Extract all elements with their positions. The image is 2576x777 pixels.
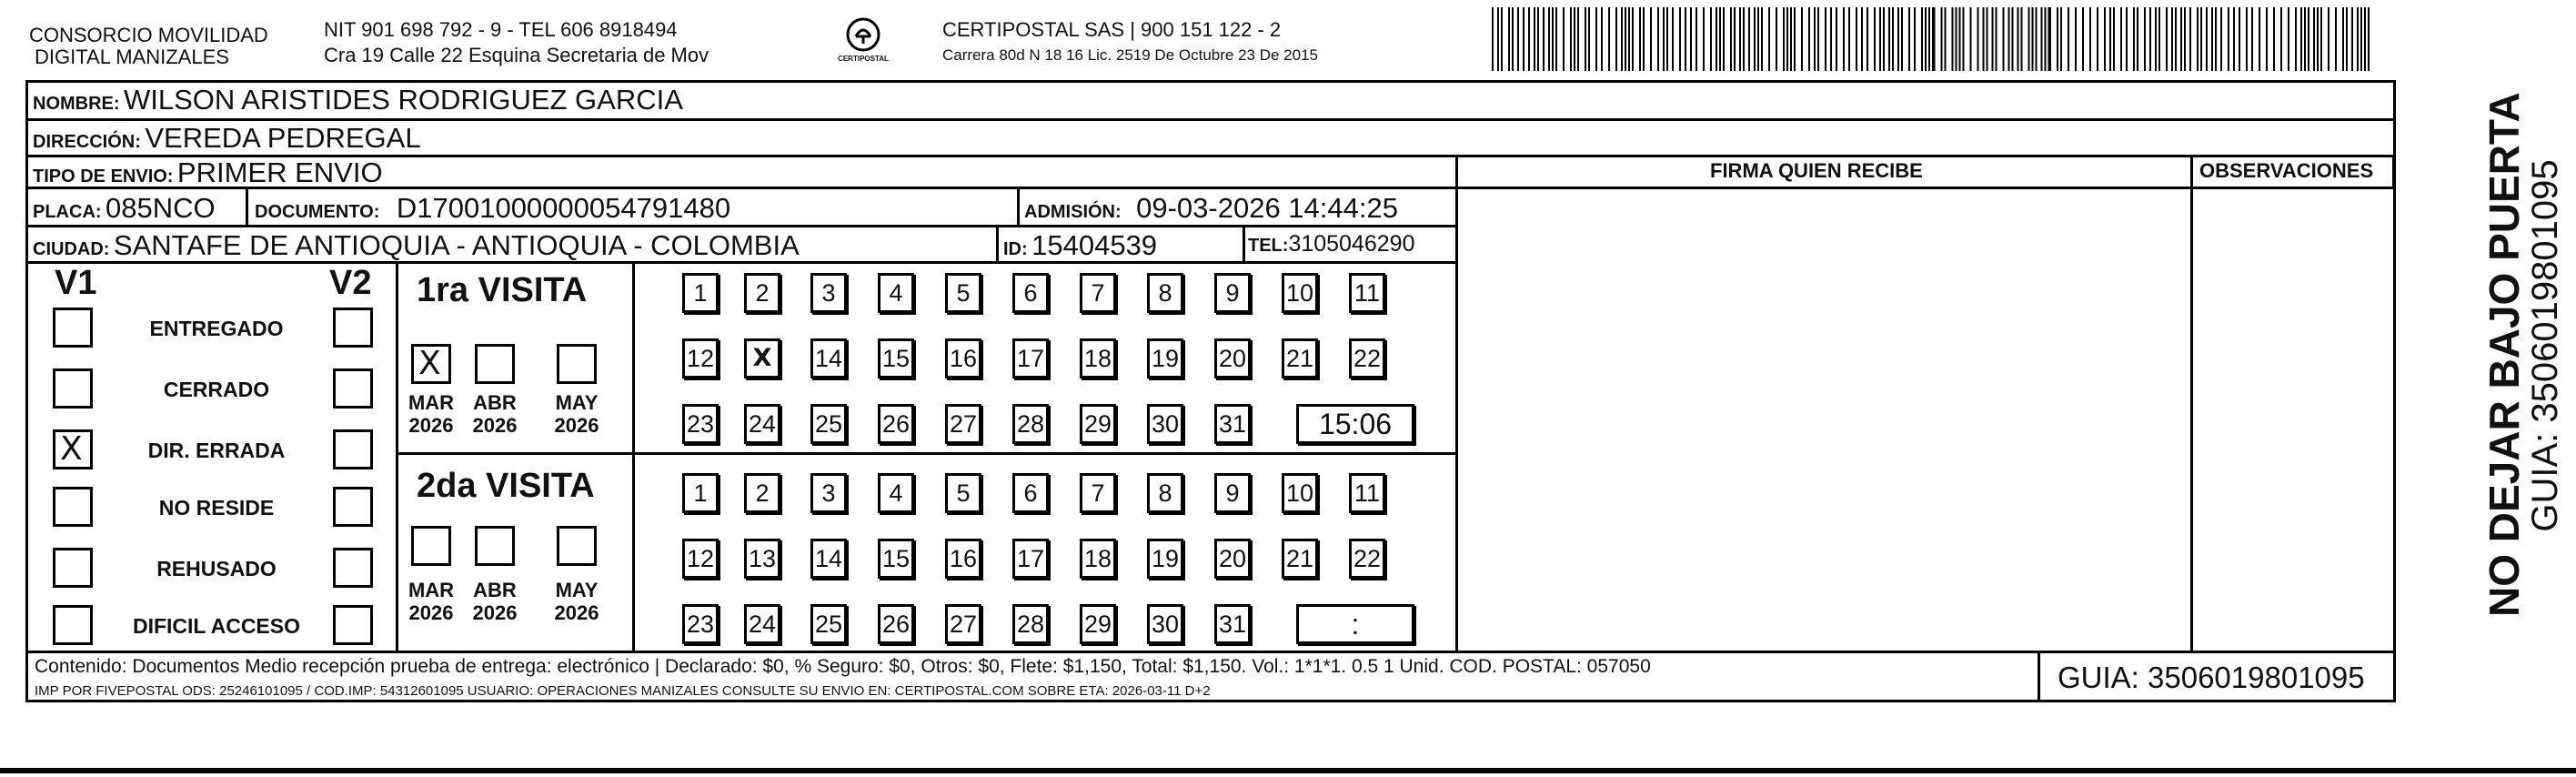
first-visit-month-label: ABR 2026 [472, 391, 518, 438]
first-visit-day-box[interactable]: 10 [1282, 273, 1318, 313]
placa-value: 085NCO [106, 192, 216, 224]
first-visit-day-box[interactable]: 2 [744, 273, 780, 313]
second-visit-day-box[interactable]: 8 [1147, 473, 1183, 513]
first-visit-day-box[interactable]: 9 [1214, 273, 1251, 313]
nombre-value: WILSON ARISTIDES RODRIGUEZ GARCIA [124, 84, 683, 116]
v1-check-mark: X [60, 430, 83, 468]
first-visit-day-box[interactable]: 8 [1147, 273, 1183, 313]
second-visit-day-box[interactable]: 4 [878, 473, 914, 513]
barcode-icon [1492, 7, 2374, 71]
second-visit-day-box[interactable]: 21 [1282, 539, 1318, 579]
second-visit-time-box[interactable]: : [1296, 604, 1414, 644]
first-visit-day-box[interactable]: 20 [1214, 338, 1251, 378]
id-value: 15404539 [1031, 229, 1158, 261]
placa-label: PLACA: [33, 202, 102, 222]
first-visit-day-box[interactable]: 18 [1080, 338, 1116, 378]
v2-checkbox[interactable] [333, 429, 373, 469]
v2-checkbox[interactable] [333, 548, 373, 588]
placa-field [33, 194, 216, 222]
first-visit-day-box[interactable] [744, 338, 780, 378]
first-visit-label: 1ra VISITA [417, 271, 588, 309]
admision-field [1024, 194, 1398, 222]
first-visit-day-box[interactable]: 15 [878, 338, 914, 378]
documento-field [255, 194, 730, 222]
first-visit-day-box[interactable]: 28 [1012, 404, 1049, 444]
first-visit-day-box[interactable]: 5 [945, 273, 981, 313]
v1-checkbox[interactable] [53, 605, 93, 645]
guia-box: GUIA: 3506019801095 [2058, 661, 2365, 694]
first-visit-day-box[interactable]: 7 [1080, 273, 1116, 313]
second-visit-day-box[interactable]: 18 [1080, 539, 1116, 579]
company-name-line1: CONSORCIO MOVILIDAD [29, 24, 268, 46]
first-visit-day-box[interactable]: 30 [1147, 404, 1183, 444]
first-visit-day-box[interactable]: 12 [682, 338, 719, 378]
second-visit-day-box[interactable]: 23 [682, 604, 719, 644]
second-visit-day-box[interactable]: 16 [945, 539, 981, 579]
v1-checkbox[interactable] [53, 368, 93, 409]
first-visit-day-box[interactable]: 23 [682, 404, 719, 444]
contenido-line: Contenido: Documentos Medio recepción prueba de entrega: electrónico | Declarado: $0, % Seguro: $0, Otros: $0, Flete: $1,150, Total: $1,150. Vol.: 1*1*1. 0.5 1 Unid. COD. POSTAL: 057050 [35, 656, 1651, 677]
first-visit-month-label: MAR 2026 [408, 391, 455, 438]
status-option-label: DIR. ERRADA [147, 439, 286, 462]
second-visit-day-box[interactable]: 20 [1214, 539, 1251, 579]
second-visit-day-box[interactable]: 31 [1214, 604, 1251, 644]
second-visit-day-box[interactable]: 3 [810, 473, 847, 513]
second-visit-day-box[interactable]: 28 [1012, 604, 1049, 644]
status-option-label: ENTREGADO [149, 317, 284, 340]
second-visit-day-box[interactable]: 25 [810, 604, 847, 644]
tipo-envio-row [33, 158, 383, 187]
second-visit-day-box[interactable]: 27 [945, 604, 981, 644]
tipo-envio-label: TIPO DE ENVIO: [33, 166, 174, 187]
first-visit-month-checkbox[interactable] [475, 344, 515, 384]
first-visit-month-mark: X [418, 345, 441, 382]
status-option-label: REHUSADO [156, 557, 277, 580]
certipostal-logo-icon [831, 16, 895, 67]
second-visit-day-box[interactable]: 5 [945, 473, 981, 513]
second-visit-day-box[interactable]: 22 [1349, 539, 1385, 579]
id-label: ID: [1003, 239, 1028, 259]
v1-label: V1 [55, 264, 97, 302]
tel-field [1248, 233, 1414, 256]
first-visit-day-box[interactable]: 19 [1147, 338, 1183, 378]
second-visit-day-box[interactable]: 17 [1012, 539, 1049, 579]
ciudad-field [33, 231, 800, 259]
certipostal-line: CERTIPOSTAL SAS | 900 151 122 - 2 [942, 18, 1282, 41]
status-option-label: NO RESIDE [158, 496, 275, 520]
side-guia: GUIA: 3506019801095 [2525, 159, 2565, 532]
documento-label: DOCUMENTO: [255, 202, 380, 222]
first-visit-day-box[interactable]: 3 [810, 273, 847, 313]
first-visit-day-box[interactable]: 22 [1349, 338, 1385, 378]
no-dejar-bajo-puerta: NO DEJAR BAJO PUERTA [2480, 92, 2528, 617]
first-visit-day-box[interactable]: 27 [945, 404, 981, 444]
first-visit-day-box[interactable]: 31 [1214, 404, 1251, 444]
first-visit-month-label: MAY 2026 [554, 391, 599, 438]
second-visit-day-box[interactable]: 9 [1214, 473, 1251, 513]
v1-checkbox[interactable] [53, 487, 93, 527]
direccion-row [33, 124, 421, 152]
first-visit-day-box[interactable]: 6 [1012, 273, 1049, 313]
v1-checkbox[interactable] [53, 548, 93, 588]
first-visit-day-box[interactable]: 1 [682, 273, 719, 313]
first-visit-day-box[interactable]: 26 [878, 404, 914, 444]
second-visit-day-box[interactable]: 6 [1012, 473, 1049, 513]
first-visit-day-box[interactable]: 11 [1349, 273, 1385, 313]
second-visit-day-box[interactable]: 29 [1080, 604, 1116, 644]
first-visit-day-box[interactable]: 29 [1080, 404, 1116, 444]
second-visit-day-box[interactable]: 24 [744, 604, 780, 644]
v2-checkbox[interactable] [333, 487, 373, 527]
logo-text: CERTIPOSTAL [838, 55, 889, 63]
tel-value: 3105046290 [1288, 231, 1415, 257]
admision-value: 09-03-2026 14:44:25 [1136, 192, 1398, 224]
company-name-line2: DIGITAL MANIZALES [35, 45, 229, 68]
second-visit-day-box[interactable]: 2 [744, 473, 780, 513]
nit-line: NIT 901 698 792 - 9 - TEL 606 8918494 [324, 18, 678, 41]
v2-label: V2 [329, 264, 372, 302]
ciudad-value: SANTAFE DE ANTIOQUIA - ANTIOQUIA - COLOMBIA [113, 229, 800, 261]
first-visit-day-mark: X [752, 344, 772, 372]
first-visit-month-checkbox[interactable] [557, 344, 597, 384]
first-visit-day-box[interactable]: 24 [744, 404, 780, 444]
second-visit-day-box[interactable]: 30 [1147, 604, 1183, 644]
imp-line: IMP POR FIVEPOSTAL ODS: 25246101095 / COD.IMP: 54312601095 USUARIO: OPERACIONES MANIZALES CONSULTE SU ENVIO EN: CERTIPOSTAL.COM SOBRE ETA: 2026-03-11 D+2 [35, 683, 1211, 699]
second-visit-day-box[interactable]: 13 [744, 539, 780, 579]
second-visit-day-box[interactable]: 15 [878, 539, 914, 579]
header-address: Cra 19 Calle 22 Esquina Secretaria de Mov [324, 44, 709, 66]
second-visit-month-checkbox[interactable] [411, 526, 451, 566]
status-option-label: CERRADO [163, 378, 270, 401]
second-visit-day-box[interactable]: 26 [878, 604, 914, 644]
direccion-value: VEREDA PEDREGAL [145, 122, 421, 154]
v1-checkbox[interactable] [53, 308, 93, 348]
second-visit-month-label: MAY 2026 [554, 579, 599, 625]
second-visit-label: 2da VISITA [417, 467, 595, 505]
second-visit-day-box[interactable]: 19 [1147, 539, 1183, 579]
certipostal-address: Carrera 80d N 18 16 Lic. 2519 De Octubre 23 De 2015 [942, 46, 1318, 64]
second-visit-month-label: MAR 2026 [408, 579, 455, 625]
second-visit-day-box[interactable]: 11 [1349, 473, 1385, 513]
observaciones-label: OBSERVACIONES [2199, 159, 2374, 182]
tel-label: TEL: [1248, 236, 1289, 256]
bottom-rule [0, 768, 2576, 773]
id-field [1003, 231, 1157, 259]
ciudad-label: CIUDAD: [33, 239, 110, 259]
nombre-label: NOMBRE: [33, 94, 120, 114]
status-option-label: DIFICIL ACCESO [132, 614, 300, 638]
first-visit-day-box[interactable]: 25 [810, 404, 847, 444]
second-visit-month-label: ABR 2026 [472, 579, 518, 625]
v2-checkbox[interactable] [333, 308, 373, 348]
second-visit-day-box[interactable]: 1 [682, 473, 719, 513]
first-visit-day-box[interactable]: 4 [878, 273, 914, 313]
first-visit-day-box[interactable]: 21 [1282, 338, 1318, 378]
second-visit-day-box[interactable]: 12 [682, 539, 719, 579]
first-visit-time-box[interactable]: 15:06 [1296, 404, 1414, 444]
second-visit-month-checkbox[interactable] [557, 526, 597, 566]
first-visit-day-box[interactable]: 16 [945, 338, 981, 378]
v2-checkbox[interactable] [333, 605, 373, 645]
tipo-envio-value: PRIMER ENVIO [176, 156, 383, 188]
second-visit-day-box[interactable]: 7 [1080, 473, 1116, 513]
firma-label: FIRMA QUIEN RECIBE [1710, 159, 1923, 182]
v2-checkbox[interactable] [333, 368, 373, 409]
direccion-label: DIRECCIÓN: [33, 132, 141, 152]
first-visit-day-box[interactable]: 17 [1012, 338, 1049, 378]
second-visit-day-box[interactable]: 14 [810, 539, 847, 579]
admision-label: ADMISIÓN: [1024, 202, 1122, 222]
documento-value: D17001000000054791480 [396, 192, 731, 224]
second-visit-month-checkbox[interactable] [475, 526, 515, 566]
nombre-row [33, 86, 683, 114]
second-visit-day-box[interactable]: 10 [1282, 473, 1318, 513]
first-visit-day-box[interactable]: 14 [810, 338, 847, 378]
